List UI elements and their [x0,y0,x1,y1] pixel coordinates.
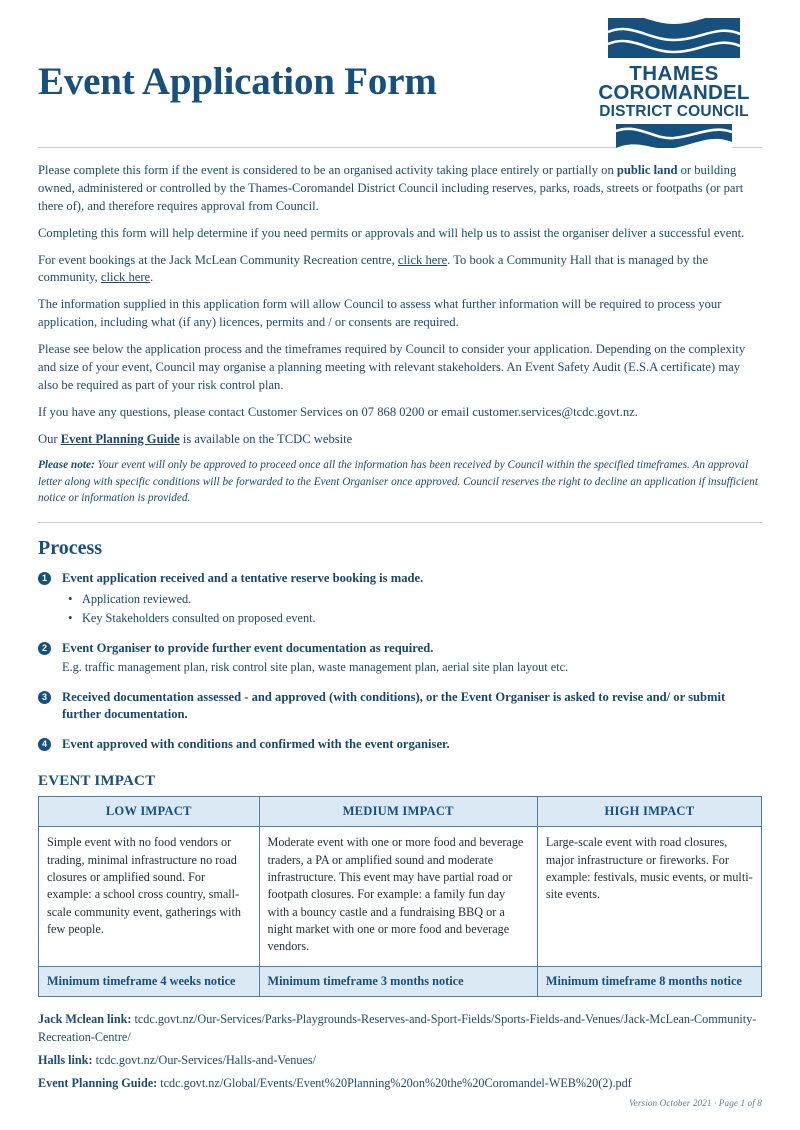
process-step-list [38,570,762,753]
intro-p7-part-a: Our [38,431,61,446]
event-planning-guide-line [38,1074,762,1092]
step-title-3: Received documentation assessed - and approved (with conditions), or the Event Organiser is asked to revise and/ or submit further documentation. [62,690,726,722]
timeframe-low-impact: Minimum timeframe 4 weeks notice [39,966,260,996]
table-row [39,966,762,996]
step-subtext-2: E.g. traffic management plan, risk control site plan, waste management plan, aerial site plan layout etc. [62,660,569,675]
process-heading: Process [38,537,103,560]
column-header-low-impact: LOW IMPACT [39,797,260,827]
process-step-3 [38,689,762,723]
intro-paragraph-4: The information supplied in this application form will allow Council to assess what further information will be required to process your application, including what (if any) licences, permits and / or consents are required. [38,297,722,330]
list-item: • Key Stakeholders consulted on proposed event. [82,609,762,627]
table-header-row [39,797,762,827]
column-header-medium-impact: MEDIUM IMPACT [259,797,537,827]
please-note-text: Your event will only be approved to proceed once all the information has been received by Council within the specified timeframes. An approval letter along with specific conditions will be forwarded to the Event Organiser once approved. Council reserves the right to decline an application if insufficient notice or information is provided. [38,459,758,504]
jack-mclean-link-url[interactable]: tcdc.govt.nz/Our-Services/Parks-Playgrounds-Reserves-and-Sport-Fields/Sports-Fields-and-Venues/Jack-McLean-Community-Recreation-Centre/ [38,1011,757,1044]
community-hall-click-here-link[interactable]: click here [100,270,151,285]
event-planning-guide-link[interactable]: Event Planning Guide [60,431,180,446]
table-row [39,827,762,966]
jack-mclean-click-here-link[interactable]: click here [397,252,448,267]
event-planning-guide-label: Event Planning Guide: [38,1076,158,1091]
process-step-4 [38,736,762,753]
step-1-bullets [62,590,762,627]
please-note-paragraph [38,457,762,506]
jack-mclean-link-label: Jack Mclean link: [38,1011,132,1026]
halls-link-url[interactable]: tcdc.govt.nz/Our-Services/Halls-and-Venues/ [92,1053,316,1068]
event-impact-table [38,796,762,996]
intro-p3-part-c: . [150,270,154,285]
jack-mclean-link-line [38,1010,762,1047]
intro-p3-part-b: . To book a Community Hall that is managed by the community, [38,252,709,285]
intro-p7-part-b: is available on the TCDC website [179,431,353,446]
intro-p1-part-a: Please complete this form if the event is considered to be an organised activity taking place entirely or partially on [38,163,617,177]
intro-p1-bold: public land [616,163,678,177]
page-title: Event Application Form [38,60,437,103]
timeframe-high-impact: Minimum timeframe 8 months notice [537,966,761,996]
description-medium-impact: Moderate event with one or more food and beverage traders, a PA or amplified sound and moderate infrastructure. This event may have partial road or footpath closures. For example: a family fun day with a bouncy castle and a fundraising BBQ or a night market with one or more food and beverage vendors. [259,827,537,966]
column-header-high-impact: HIGH IMPACT [537,797,761,827]
step-number-badge-2: 2 [38,642,51,655]
step-number-badge-4: 4 [38,738,51,751]
step-title-1: Event application received and a tentative reserve booking is made. [62,571,424,586]
intro-section [38,148,762,506]
intro-paragraph-1 [38,162,762,216]
intro-paragraph-2: Completing this form will help determine if you need permits or approvals and will help us to assist the organiser deliver a successful event. [38,225,745,240]
step-number-badge-3: 3 [38,691,51,704]
event-impact-heading: EVENT IMPACT [38,773,156,790]
process-step-2 [38,640,762,676]
description-low-impact: Simple event with no food vendors or trading, minimal infrastructure no road closures or amplified sound. For example: a school cross country, small-scale community event, gatherings with few people. [39,827,260,966]
logo-line-2: COROMANDEL [598,81,750,104]
intro-paragraph-3 [38,252,762,288]
list-item: • Application reviewed. [82,590,762,608]
logo-line-3: DISTRICT COUNCIL [599,103,749,120]
process-step-1 [38,570,762,627]
halls-link-label: Halls link: [38,1053,93,1068]
step-number-badge-1: 1 [38,572,51,585]
step-title-4: Event approved with conditions and confirmed with the event organiser. [62,737,450,752]
event-planning-guide-url[interactable]: tcdc.govt.nz/Global/Events/Event%20Planning%20on%20the%20Coromandel-WEB%20(2).pdf [157,1076,632,1091]
tcdc-logo [586,10,762,150]
intro-p3-part-a: For event bookings at the Jack McLean Community Recreation centre, [38,252,398,267]
step-title-2: Event Organiser to provide further event documentation as required. [62,641,434,656]
intro-p1-part-b: or building owned, administered or controlled by the Thames-Coromandel District Council including reserves, parks, roads, streets or footpaths (or part there of), and therefore requires approval from Council. [38,163,744,213]
intro-paragraph-7 [38,431,762,449]
description-high-impact: Large-scale event with road closures, major infrastructure or fireworks. For example: festivals, music events, or multi-site events. [537,827,761,966]
logo-line-1: THAMES [629,62,719,85]
process-divider [38,522,762,523]
please-note-label: Please note: [38,459,95,472]
halls-link-line [38,1051,762,1069]
intro-paragraph-6: If you have any questions, please contact Customer Services on 07 868 0200 or email customer.services@tcdc.govt.nz. [38,404,638,419]
document-header [38,0,762,135]
intro-paragraph-5: Please see below the application process and the timeframes required by Council to consider your application. Depending on the complexity and size of your event, Council may organise a planning meeting with relevant stakeholders. An Event Safety Audit (E.S.A certificate) may also be required as part of your risk control plan. [38,342,746,392]
timeframe-medium-impact: Minimum timeframe 3 months notice [259,966,537,996]
page-footer: Version October 2021 · Page 1 of 8 [628,1098,762,1108]
reference-links-section [38,1010,762,1093]
